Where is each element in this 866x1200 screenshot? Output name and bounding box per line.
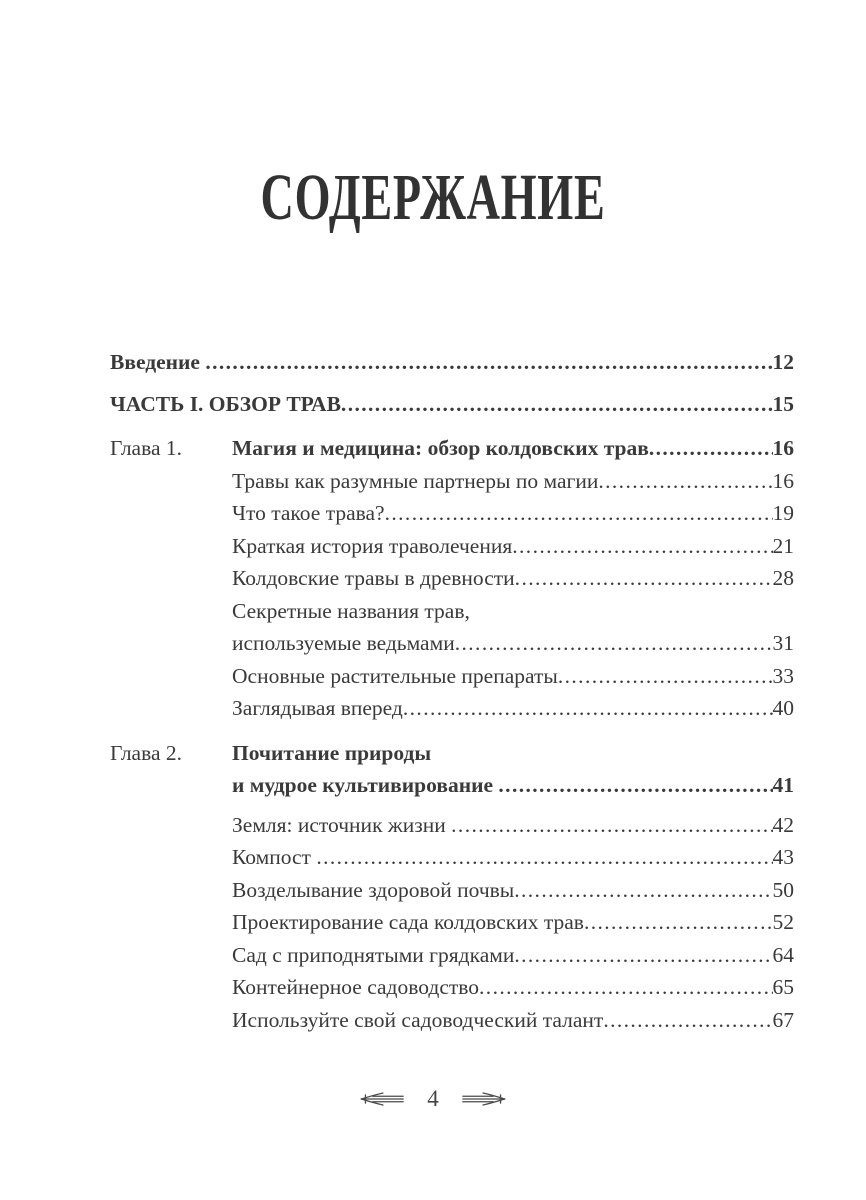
page-footer bbox=[0, 1086, 866, 1112]
dot-leader bbox=[598, 465, 772, 498]
toc-entry bbox=[110, 971, 794, 1004]
dot-leader bbox=[512, 530, 772, 563]
toc-page-number: 19 bbox=[772, 501, 794, 525]
toc-page-number: 16 bbox=[772, 468, 794, 493]
toc-entry-label: Компост bbox=[232, 845, 317, 869]
arrow-flourish-right-icon bbox=[461, 1090, 507, 1108]
toc-page-number: 33 bbox=[772, 663, 794, 688]
toc-entry-label: Что такое трава? bbox=[232, 501, 385, 525]
dot-leader bbox=[603, 1004, 772, 1037]
toc-entry-label: Возделывание здоровой почвы bbox=[232, 877, 515, 902]
dot-leader bbox=[479, 971, 772, 1004]
toc-entry bbox=[110, 432, 794, 465]
toc-entry-wrap-line bbox=[110, 595, 794, 628]
arrow-flourish-left-icon bbox=[359, 1090, 405, 1108]
toc-page-number: 50 bbox=[772, 877, 794, 902]
dot-leader bbox=[205, 346, 772, 379]
toc-entry bbox=[110, 906, 794, 939]
dot-leader bbox=[498, 769, 772, 802]
toc-entry-label: Секретные названия трав, bbox=[232, 598, 470, 623]
toc-entry bbox=[110, 809, 794, 842]
toc-entry-label: Земля: источник жизни bbox=[232, 812, 452, 837]
dot-leader bbox=[514, 874, 772, 907]
toc-entry-label: Краткая история траволечения bbox=[232, 533, 513, 558]
dot-leader bbox=[385, 497, 773, 530]
toc-entry-label: Колдовские травы в древности bbox=[232, 566, 515, 590]
toc-entry-label: Магия и медицина: обзор колдовских трав bbox=[232, 436, 649, 460]
toc-entry-label: и мудрое культивирование bbox=[232, 773, 499, 797]
toc-entry-label: Основные растительные препараты bbox=[232, 663, 558, 688]
toc-entry bbox=[110, 841, 794, 874]
toc-entry-label: Используйте свой садоводческий талант bbox=[232, 1007, 604, 1032]
toc-page-number: 16 bbox=[772, 436, 794, 460]
toc-entry bbox=[110, 346, 794, 379]
dot-leader bbox=[514, 939, 772, 972]
dot-leader bbox=[316, 841, 772, 874]
toc-entry bbox=[110, 530, 794, 563]
toc-page-number: 42 bbox=[772, 812, 794, 837]
chapter-label: Глава 2. bbox=[110, 740, 182, 765]
toc-entry bbox=[110, 1004, 794, 1037]
toc-page-number: 52 bbox=[772, 910, 794, 934]
toc-entry bbox=[110, 562, 794, 595]
dot-leader bbox=[341, 388, 773, 421]
chapter-label: Глава 1. bbox=[110, 436, 182, 460]
toc-entry-wrap-line bbox=[110, 737, 794, 770]
toc-page-number: 12 bbox=[772, 350, 794, 374]
toc-entry bbox=[110, 388, 794, 421]
toc-page-number: 28 bbox=[772, 566, 794, 590]
toc-page-number: 31 bbox=[772, 631, 794, 655]
toc-page-number: 64 bbox=[772, 942, 794, 967]
toc-page-number: 43 bbox=[772, 845, 794, 869]
toc-entry bbox=[110, 660, 794, 693]
toc-page-number: 67 bbox=[772, 1007, 794, 1032]
toc-entry bbox=[110, 769, 794, 802]
page-number: 4 bbox=[427, 1086, 439, 1111]
toc-page-number: 21 bbox=[772, 533, 794, 558]
toc-entry-label: используемые ведьмами bbox=[232, 631, 455, 655]
toc-entry-label: Травы как разумные партнеры по магии bbox=[232, 468, 599, 493]
dot-leader bbox=[403, 692, 773, 725]
page-title: СОДЕРЖАНИЕ bbox=[260, 161, 606, 234]
toc-entry bbox=[110, 627, 794, 660]
dot-leader bbox=[584, 906, 773, 939]
dot-leader bbox=[649, 432, 773, 465]
dot-leader bbox=[515, 562, 773, 595]
toc-entry-label: Контейнерное садоводство bbox=[232, 975, 480, 999]
dot-leader bbox=[455, 627, 773, 660]
toc-page-number: 15 bbox=[772, 391, 794, 416]
toc-entry-label: Сад с приподнятыми грядками bbox=[232, 942, 515, 967]
dot-leader bbox=[451, 809, 772, 842]
toc-entry-label: Почитание природы bbox=[232, 740, 432, 765]
toc-entry-label: ЧАСТЬ I. ОБЗОР ТРАВ bbox=[110, 391, 341, 416]
toc-entry bbox=[110, 692, 794, 725]
toc-page-number: 40 bbox=[772, 696, 794, 720]
toc-entry-label: Введение bbox=[110, 350, 206, 374]
toc-entry-label: Проектирование сада колдовских трав bbox=[232, 910, 584, 934]
toc-entry bbox=[110, 465, 794, 498]
toc-entry-label: Заглядывая вперед bbox=[232, 696, 403, 720]
toc-entry bbox=[110, 939, 794, 972]
toc-entry bbox=[110, 497, 794, 530]
toc-page-number: 41 bbox=[772, 773, 794, 797]
dot-leader bbox=[558, 660, 773, 693]
toc-page-number: 65 bbox=[772, 975, 794, 999]
table-of-contents bbox=[110, 346, 794, 1036]
toc-entry bbox=[110, 874, 794, 907]
